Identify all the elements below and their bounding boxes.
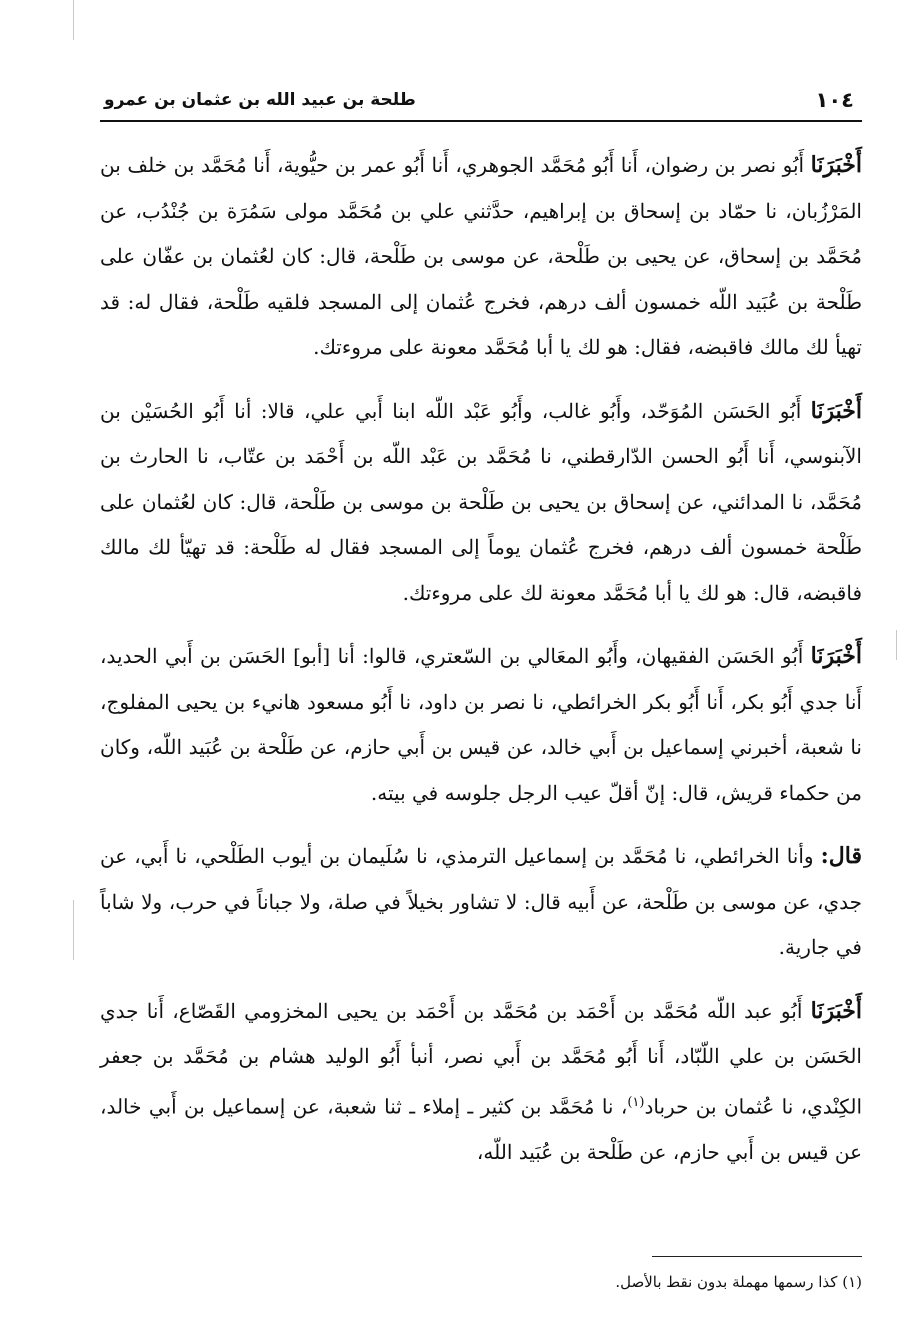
paragraph-text: أَبُو عبد اللّه مُحَمَّد بن أَحْمَد بن مُحَمَّد بن أَحْمَد بن يحيى المخزومي القَصّاع، أَنا جدي الحَسَن بن علي اللّبّاد، أَنا أَبُو مُحَمَّد بن أَبي نصر، أنبأ أَبُو الوليد هشام بن مُحَمَّد بن جعفر الكِنْدي، نا عُثمان بن حرباد: [100, 998, 862, 1119]
paragraph-lead: أَخْبَرَنَا: [810, 152, 862, 178]
paragraph-text-continued: ، نا مُحَمَّد بن كثير ـ إملاء ـ ثنا شعبة، عن إسماعيل بن أَبي خالد، عن قيس بن أَبي حازم، عن طَلْحة بن عُبَيد اللّه،: [100, 1094, 862, 1164]
paragraph-text: أَبُو نصر بن رضوان، أَنا أَبُو مُحَمَّد الجوهري، أَنا أَبُو عمر بن حيُّوية، أَنا مُحَمَّد بن خلف بن المَرْزُبان، نا حمّاد بن إسحاق بن إبراهيم، حدَّثني علي بن مُحَمَّد مولى سَمُرَة بن جُنْدُب، عن مُحَمَّد بن إسحاق، عن يحيى بن طَلْحة، عن موسى بن طَلْحة، قال: كان لعُثمان بن عفّان على طَلْحة بن عُبَيد اللّه خمسون ألف درهم، فخرج عُثمان إلى المسجد فلقيه طَلْحة، فقال له: قد تهيأ لك مالك فاقبضه، فقال: هو لك يا أبا مُحَمَّد معونة على مروءتك.: [100, 153, 862, 359]
paragraph-4: [100, 834, 862, 971]
header-rule: [100, 120, 862, 122]
paragraph-3: [100, 634, 862, 816]
paragraph-lead: أَخْبَرَنَا: [810, 643, 862, 669]
scan-margin-line-left-lower: [73, 900, 74, 960]
scan-margin-line-left: [73, 0, 74, 40]
page-header: [100, 82, 862, 122]
running-title: طلحة بن عبيد الله بن عثمان بن عمرو: [104, 90, 416, 110]
paragraph-lead: أَخْبَرَنَا: [810, 997, 862, 1024]
paragraph-2: [100, 389, 862, 617]
paragraph-text: وأنا الخرائطي، نا مُحَمَّد بن إسماعيل الترمذي، نا سُلَيمان بن أيوب الطَلْحي، نا أَبي، عن جدي، عن موسى بن طَلْحة، عن أَبيه قال: لا تشاور بخيلاً في صلة، ولا جباناً في حرب، ولا شاباً في جارية.: [100, 844, 862, 959]
paragraph-text: أَبُو الحَسَن الفقيهان، وأَبُو المعَالي بن السّعتري، قالوا: أنا [أبو] الحَسَن بن أَبي الحديد، أَنا جدي أَبُو بكر، أَنا أَبُو بكر الخرائطي، نا نصر بن داود، نا أَبُو مسعود هانيء بن يحيى المفلوج، نا شعبة، أخبرني إسماعيل بن أَبي خالد، عن قيس بن أَبي حازم، عن طَلْحة بن عُبَيد اللّه، وكان من حكماء قريش، قال: إنّ أقلّ عيب الرجل جلوسه في بيته.: [100, 644, 863, 805]
footnote-mark: (١): [842, 1273, 862, 1291]
footnote-reference[interactable]: (١): [627, 1094, 645, 1110]
paragraph-lead: أَخْبَرَنَا: [810, 397, 862, 424]
scan-margin-line-right: [896, 630, 897, 660]
footnote-1: [100, 1271, 862, 1293]
paragraph-5: [100, 989, 862, 1176]
footnotes: [100, 1256, 862, 1293]
paragraph-lead: قال:: [820, 843, 862, 869]
footnote-separator: [652, 1256, 862, 1257]
footnote-body: كذا رسمها مهملة بدون نقط بالأصل.: [615, 1273, 843, 1291]
paragraph-text: أَبُو الحَسَن المُوَحّد، وأَبُو غالب، وأَبُو عَبْد اللّه ابنا أَبي علي، قالا: أنا أَبُو الحُسَيْن بن الآبنوسي، أَنا أَبُو الحسن الدّارقطني، نا مُحَمَّد بن عَبْد اللّه بن أَحْمَد بن عتّاب، نا الحارث بن مُحَمَّد، نا المدائني، عن إسحاق بن يحيى بن طَلْحة بن موسى بن طَلْحة، قال: كان لعُثمان على طَلْحة خمسون ألف درهم، فخرج عُثمان يوماً إلى المسجد فقال له طَلْحة: قد تهيّأ لك مالك فاقبضه، قال: هو لك يا أبا مُحَمَّد معونة لك على مروءتك.: [100, 398, 862, 605]
page-number: ١٠٤: [815, 88, 854, 112]
paragraph-1: [100, 143, 862, 371]
main-text: [100, 143, 862, 1193]
